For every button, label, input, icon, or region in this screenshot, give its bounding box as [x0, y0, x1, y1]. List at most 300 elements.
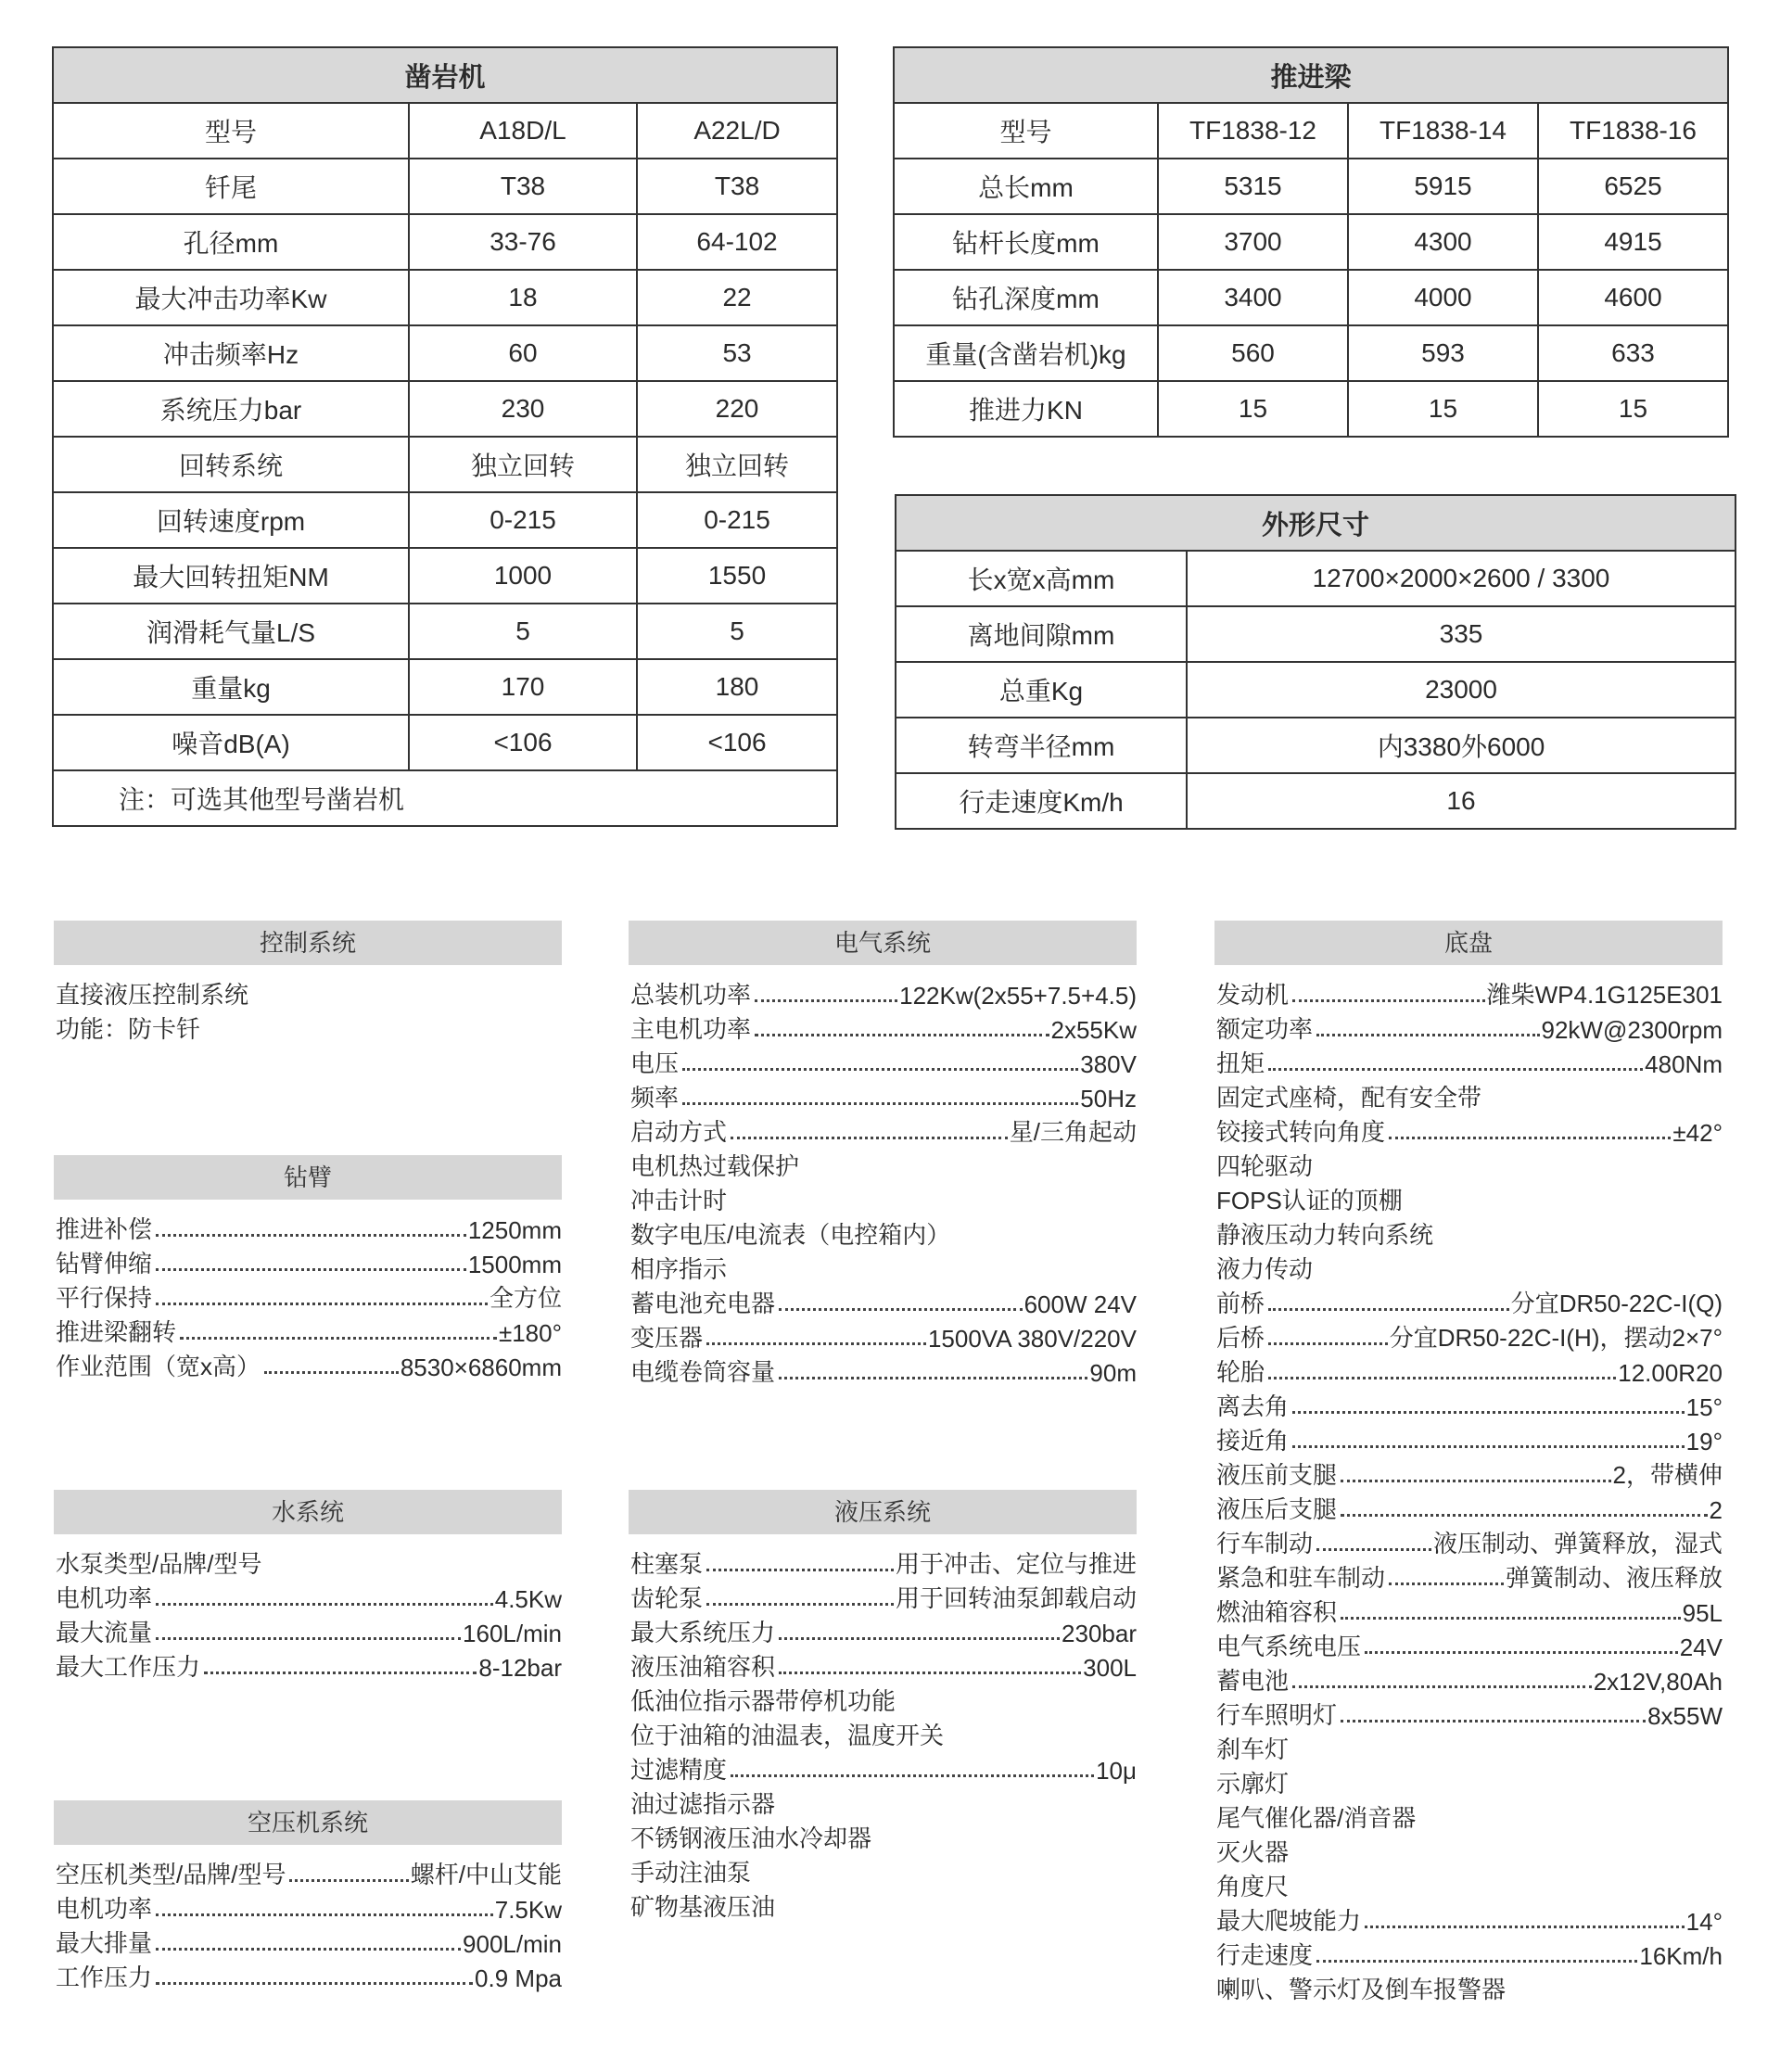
spec-line: [1216, 1937, 1723, 1971]
spec-label: 数字电压/电流表（电控箱内）: [630, 1221, 951, 1249]
spec-value: 480Nm: [1645, 1050, 1723, 1078]
table-cell: 钻杆长度mm: [894, 214, 1158, 270]
spec-line: [56, 1959, 562, 1993]
water-system-header: 水系统: [54, 1490, 562, 1534]
spec-line: [56, 1580, 562, 1614]
spec-label: 最大流量: [56, 1619, 153, 1646]
spec-value: 8530×6860mm: [400, 1354, 562, 1381]
dot-leader: [1268, 1308, 1509, 1311]
boom-list: [54, 1200, 562, 1382]
spec-line: [630, 1545, 1137, 1580]
spec-label: 液压后支腿: [1216, 1495, 1338, 1523]
spec-label: 额定功率: [1216, 1015, 1314, 1043]
spec-line: [1216, 1799, 1723, 1834]
spec-line: [1216, 1868, 1723, 1902]
table-cell: 行走速度Km/h: [896, 773, 1187, 829]
table-cell: TF1838-12: [1158, 103, 1348, 159]
dimensions-title: 外形尺寸: [896, 495, 1736, 551]
table-cell: A22L/D: [637, 103, 837, 159]
dot-leader: [156, 1268, 466, 1271]
spec-label: 刹车灯: [1216, 1735, 1290, 1763]
spec-value: 230bar: [1062, 1620, 1137, 1647]
table-cell: 335: [1187, 606, 1736, 662]
table-cell: 总重Kg: [896, 662, 1187, 718]
spec-label: 手动注油泵: [630, 1859, 752, 1887]
dot-leader: [779, 1637, 1060, 1640]
hydraulic-header: 液压系统: [629, 1490, 1137, 1534]
spec-label: 主电机功率: [630, 1015, 752, 1043]
feed-beam-row: [894, 270, 1728, 325]
spec-label: 矿物基液压油: [630, 1893, 776, 1921]
rock-drill-title-row: [53, 47, 837, 103]
spec-label: 工作压力: [56, 1964, 153, 1991]
spec-line: [1216, 1731, 1723, 1765]
spec-line: [56, 1614, 562, 1648]
spec-label: 后桥: [1216, 1324, 1265, 1352]
spec-label: 铰接式转向角度: [1216, 1118, 1386, 1146]
spec-line: [630, 1011, 1137, 1045]
table-cell: 内3380外6000: [1187, 718, 1736, 773]
spec-label: 电机功率: [56, 1584, 153, 1612]
feed-beam-header-row: [894, 103, 1728, 159]
spec-line: [1216, 1456, 1723, 1491]
table-cell: 1550: [637, 548, 837, 604]
spec-line: [630, 1683, 1137, 1717]
chassis-header: 底盘: [1214, 921, 1723, 965]
table-cell: 4000: [1348, 270, 1538, 325]
table-cell: T38: [637, 159, 837, 214]
spec-line: [630, 1251, 1137, 1285]
table-cell: 0-215: [637, 492, 837, 548]
dot-leader: [156, 1603, 493, 1606]
spec-line: [56, 1648, 562, 1683]
spec-value: 8-12bar: [478, 1654, 562, 1682]
spec-label: 轮胎: [1216, 1358, 1265, 1386]
spec-value: 92kW@2300rpm: [1541, 1016, 1723, 1044]
feed-beam-row: [894, 325, 1728, 381]
dimensions-row: [896, 551, 1736, 606]
table-cell: TF1838-16: [1538, 103, 1728, 159]
spec-line: [1216, 1388, 1723, 1422]
table-cell: 633: [1538, 325, 1728, 381]
spec-label: 推进补偿: [56, 1215, 153, 1243]
table-cell: 560: [1158, 325, 1348, 381]
feed-beam-body: [894, 47, 1728, 437]
rock-drill-row: [53, 548, 837, 604]
spec-label: 过滤精度: [630, 1756, 728, 1784]
spec-line: [1216, 1765, 1723, 1799]
dot-leader: [1341, 1514, 1708, 1517]
table-cell: 33-76: [409, 214, 637, 270]
spec-line: [1216, 1045, 1723, 1079]
spec-label: 电机热过载保护: [630, 1152, 800, 1180]
spec-line: [1216, 1113, 1723, 1148]
spec-label: 发动机: [1216, 981, 1290, 1009]
spec-line: [56, 1545, 562, 1580]
table-cell: <106: [637, 715, 837, 770]
table-cell: 53: [637, 325, 837, 381]
spec-line: [630, 1319, 1137, 1354]
dot-leader: [779, 1672, 1081, 1674]
spec-value: ±42°: [1672, 1119, 1723, 1147]
spec-line: [56, 1348, 562, 1382]
table-cell: 噪音dB(A): [53, 715, 409, 770]
spec-line: [1216, 1834, 1723, 1868]
dot-leader: [731, 1137, 1008, 1139]
spec-label: 冲击计时: [630, 1187, 728, 1214]
spec-label: 液压油箱容积: [630, 1653, 776, 1681]
spec-label: 扭矩: [1216, 1049, 1265, 1077]
spec-label: 液压前支腿: [1216, 1461, 1338, 1489]
table-cell: 5915: [1348, 159, 1538, 214]
spec-line: [1216, 1319, 1723, 1354]
spec-label: 作业范围（宽x高）: [56, 1353, 261, 1380]
table-cell: 22: [637, 270, 837, 325]
dot-leader: [180, 1337, 497, 1340]
table-cell: 型号: [53, 103, 409, 159]
table-cell: 12700×2000×2600 / 3300: [1187, 551, 1736, 606]
spec-label: 液力传动: [1216, 1255, 1314, 1283]
spec-value: 10μ: [1096, 1757, 1137, 1785]
spec-value: 95L: [1682, 1599, 1723, 1627]
spec-line: [630, 1045, 1137, 1079]
spec-line: [630, 1820, 1137, 1854]
spec-value: 全方位: [489, 1284, 562, 1312]
control-system-section: [54, 921, 562, 1045]
table-cell: 15: [1348, 381, 1538, 437]
spec-label: 电缆卷筒容量: [630, 1358, 776, 1386]
spec-value: 122Kw(2x55+7.5+4.5): [899, 982, 1137, 1010]
spec-line: [56, 1314, 562, 1348]
feed-beam-title: 推进梁: [894, 47, 1728, 103]
spec-label: 行车制动: [1216, 1530, 1314, 1557]
spec-value: 用于冲击、定位与推进: [895, 1550, 1137, 1578]
table-cell: 6525: [1538, 159, 1728, 214]
table-cell: 18: [409, 270, 637, 325]
table-cell: 最大冲击功率Kw: [53, 270, 409, 325]
table-cell: 230: [409, 381, 637, 437]
table-cell: 冲击频率Hz: [53, 325, 409, 381]
rock-drill-header-row: [53, 103, 837, 159]
table-cell: 最大回转扭矩NM: [53, 548, 409, 604]
table-cell: 回转系统: [53, 437, 409, 492]
spec-line: [630, 1113, 1137, 1148]
rock-drill-title: 凿岩机: [53, 47, 837, 103]
dot-leader: [1389, 1583, 1504, 1585]
table-cell: 孔径mm: [53, 214, 409, 270]
spec-value: 1500mm: [467, 1251, 562, 1278]
rock-drill-row: [53, 437, 837, 492]
dot-leader: [156, 1913, 493, 1916]
spec-label: 角度尺: [1216, 1873, 1290, 1900]
dot-leader: [204, 1672, 477, 1674]
dot-leader: [682, 1102, 1078, 1105]
spec-label: 示廓灯: [1216, 1770, 1290, 1798]
dimensions-body: [896, 495, 1736, 829]
dot-leader: [1268, 1377, 1616, 1379]
table-cell: 润滑耗气量L/S: [53, 604, 409, 659]
spec-line: [1216, 1011, 1723, 1045]
spec-line: [630, 976, 1137, 1011]
rock-drill-row: [53, 492, 837, 548]
spec-label: 空压机类型/品牌/型号: [56, 1861, 286, 1888]
table-cell: T38: [409, 159, 637, 214]
spec-line: [1216, 1216, 1723, 1251]
table-cell: 型号: [894, 103, 1158, 159]
spec-value: 300L: [1083, 1654, 1137, 1682]
table-cell: 60: [409, 325, 637, 381]
spec-value: 90m: [1089, 1359, 1137, 1387]
spec-line: [630, 1285, 1137, 1319]
spec-line: [1216, 1662, 1723, 1697]
spec-label: 不锈钢液压油水冷却器: [630, 1824, 872, 1852]
spec-label: 低油位指示器带停机功能: [630, 1687, 896, 1715]
dot-leader: [706, 1603, 894, 1606]
dot-leader: [755, 1034, 1049, 1036]
table-cell: 转弯半径mm: [896, 718, 1187, 773]
spec-label: 尾气催化器/消音器: [1216, 1804, 1417, 1832]
spec-value: 星/三角起动: [1009, 1118, 1137, 1146]
dot-leader: [156, 1637, 461, 1640]
spec-value: 7.5Kw: [494, 1896, 562, 1924]
rock-drill-table: [52, 46, 838, 827]
dot-leader: [156, 1303, 488, 1305]
table-cell: 593: [1348, 325, 1538, 381]
spec-line: [56, 1856, 562, 1890]
spec-value: 900L/min: [463, 1930, 562, 1958]
dimensions-table: [895, 494, 1736, 830]
control-system-list: [54, 965, 562, 1045]
spec-label: 静液压动力转向系统: [1216, 1221, 1434, 1249]
table-cell: TF1838-14: [1348, 103, 1538, 159]
spec-label: 功能：防卡钎: [56, 1015, 201, 1043]
feed-beam-row: [894, 214, 1728, 270]
table-cell: 0-215: [409, 492, 637, 548]
spec-label: 位于油箱的油温表，温度开关: [630, 1722, 945, 1749]
dot-leader: [779, 1308, 1023, 1311]
feed-beam-title-row: [894, 47, 1728, 103]
table-cell: 3400: [1158, 270, 1348, 325]
spec-line: [630, 1354, 1137, 1388]
hydraulic-section: [629, 1490, 1137, 1923]
table-cell: 4300: [1348, 214, 1538, 270]
dot-leader: [1292, 1411, 1685, 1414]
table-cell: 23000: [1187, 662, 1736, 718]
table-cell: 钎尾: [53, 159, 409, 214]
spec-value: 2x55Kw: [1050, 1016, 1137, 1044]
table-cell: 回转速度rpm: [53, 492, 409, 548]
spec-line: [630, 1717, 1137, 1751]
spec-value: 14°: [1685, 1908, 1723, 1936]
dot-leader: [779, 1377, 1087, 1379]
compressor-list: [54, 1845, 562, 1993]
table-cell: 独立回转: [409, 437, 637, 492]
spec-line: [1216, 1354, 1723, 1388]
spec-line: [630, 1648, 1137, 1683]
spec-label: 油过滤指示器: [630, 1790, 776, 1818]
dot-leader: [1292, 999, 1485, 1002]
spec-label: 离去角: [1216, 1392, 1290, 1420]
table-cell: 系统压力bar: [53, 381, 409, 437]
table-cell: 独立回转: [637, 437, 837, 492]
dot-leader: [289, 1879, 408, 1882]
spec-label: 接近角: [1216, 1427, 1290, 1455]
spec-line: [630, 1580, 1137, 1614]
table-cell: 5315: [1158, 159, 1348, 214]
spec-label: 电机功率: [56, 1895, 153, 1923]
spec-line: [630, 1854, 1137, 1888]
spec-line: [1216, 1285, 1723, 1319]
table-cell: 15: [1538, 381, 1728, 437]
dimensions-row: [896, 718, 1736, 773]
spec-line: [1216, 1422, 1723, 1456]
spec-line: [1216, 1182, 1723, 1216]
spec-label: 平行保持: [56, 1284, 153, 1312]
spec-line: [1216, 1971, 1723, 2005]
spec-value: 液压制动、弹簧释放，湿式: [1432, 1530, 1723, 1557]
spec-value: 19°: [1685, 1428, 1723, 1455]
spec-label: 最大工作压力: [56, 1653, 201, 1681]
table-cell: 钻孔深度mm: [894, 270, 1158, 325]
spec-line: [630, 1216, 1137, 1251]
spec-value: 分宜DR50-22C-I(Q): [1510, 1290, 1723, 1317]
rock-drill-row: [53, 159, 837, 214]
rock-drill-row: [53, 715, 837, 770]
spec-value: ±180°: [498, 1319, 562, 1347]
spec-value: 用于回转油泵卸载启动: [895, 1584, 1137, 1612]
spec-value: 4.5Kw: [494, 1585, 562, 1613]
dimensions-row: [896, 773, 1736, 829]
table-cell: <106: [409, 715, 637, 770]
spec-line: [630, 1751, 1137, 1786]
dimensions-row: [896, 606, 1736, 662]
electrical-list: [629, 965, 1137, 1388]
spec-line: [630, 1079, 1137, 1113]
spec-value: 潍柴WP4.1G125E301: [1486, 981, 1723, 1009]
boom-section: [54, 1155, 562, 1382]
feed-beam-table: [893, 46, 1729, 438]
table-cell: 15: [1158, 381, 1348, 437]
spec-line: [1216, 1902, 1723, 1937]
spec-label: 齿轮泵: [630, 1584, 704, 1612]
dot-leader: [1316, 1960, 1637, 1963]
control-system-header: 控制系统: [54, 921, 562, 965]
dot-leader: [1316, 1034, 1540, 1036]
spec-label: 电压: [630, 1049, 680, 1077]
spec-value: 15°: [1685, 1393, 1723, 1421]
spec-value: 1500VA 380V/220V: [927, 1325, 1137, 1353]
spec-value: 24V: [1679, 1633, 1723, 1661]
spec-value: 1250mm: [467, 1216, 562, 1244]
spec-label: 钻臂伸缩: [56, 1250, 153, 1278]
table-cell: 长x宽x高mm: [896, 551, 1187, 606]
table-cell: 180: [637, 659, 837, 715]
spec-label: 最大系统压力: [630, 1619, 776, 1646]
spec-label: 灭火器: [1216, 1838, 1290, 1866]
spec-value: 50Hz: [1080, 1085, 1137, 1112]
dot-leader: [682, 1068, 1078, 1071]
water-system-section: [54, 1490, 562, 1683]
table-cell: 注：可选其他型号凿岩机: [53, 770, 837, 826]
spec-label: 固定式座椅，配有安全带: [1216, 1084, 1482, 1112]
table-cell: 推进力KN: [894, 381, 1158, 437]
dot-leader: [156, 1948, 461, 1951]
dot-leader: [706, 1569, 894, 1571]
spec-value: 分宜DR50-22C-I(H)，摆动2×7°: [1389, 1324, 1723, 1352]
spec-value: 12.00R20: [1618, 1359, 1723, 1387]
dot-leader: [1341, 1480, 1611, 1482]
dot-leader: [731, 1774, 1094, 1777]
spec-value: 弹簧制动、液压释放: [1505, 1564, 1723, 1592]
dot-leader: [1292, 1445, 1685, 1448]
rock-drill-row: [53, 381, 837, 437]
spec-value: 2，带横伸: [1612, 1461, 1723, 1489]
spec-line: [1216, 1251, 1723, 1285]
spec-label: 紧急和驻车制动: [1216, 1564, 1386, 1592]
dimensions-row: [896, 662, 1736, 718]
spec-line: [56, 1011, 562, 1045]
spec-line: [630, 1148, 1137, 1182]
spec-line: [1216, 1491, 1723, 1525]
chassis-section: [1214, 921, 1723, 2005]
dot-leader: [264, 1371, 399, 1374]
dot-leader: [1316, 1548, 1431, 1551]
spec-line: [56, 1925, 562, 1959]
spec-value: 380V: [1080, 1050, 1137, 1078]
spec-label: FOPS认证的顶棚: [1216, 1187, 1403, 1214]
spec-line: [1216, 1559, 1723, 1594]
dot-leader: [1389, 1137, 1671, 1139]
spec-value: 160L/min: [463, 1620, 562, 1647]
table-cell: 5: [637, 604, 837, 659]
spec-label: 变压器: [630, 1324, 704, 1352]
rock-drill-row: [53, 659, 837, 715]
spec-value: 2: [1709, 1496, 1723, 1524]
spec-value: 2x12V,80Ah: [1593, 1668, 1723, 1696]
chassis-list: [1214, 965, 1723, 2005]
spec-line: [1216, 976, 1723, 1011]
compressor-section: [54, 1800, 562, 1993]
compressor-header: 空压机系统: [54, 1800, 562, 1845]
boom-header: 钻臂: [54, 1155, 562, 1200]
dot-leader: [1365, 1651, 1678, 1654]
rock-drill-row: [53, 604, 837, 659]
water-system-list: [54, 1534, 562, 1683]
dot-leader: [706, 1342, 926, 1345]
spec-label: 启动方式: [630, 1118, 728, 1146]
spec-label: 相序指示: [630, 1255, 728, 1283]
spec-label: 电气系统电压: [1216, 1633, 1362, 1660]
spec-label: 推进梁翻转: [56, 1318, 177, 1346]
spec-label: 前桥: [1216, 1290, 1265, 1317]
rock-drill-note-row: [53, 770, 837, 826]
spec-line: [630, 1614, 1137, 1648]
dot-leader: [1268, 1068, 1643, 1071]
table-cell: 3700: [1158, 214, 1348, 270]
hydraulic-list: [629, 1534, 1137, 1923]
spec-label: 蓄电池充电器: [630, 1290, 776, 1317]
table-cell: A18D/L: [409, 103, 637, 159]
dot-leader: [1341, 1617, 1681, 1620]
table-cell: 220: [637, 381, 837, 437]
spec-line: [56, 1211, 562, 1245]
rock-drill-row: [53, 214, 837, 270]
table-cell: 总长mm: [894, 159, 1158, 214]
spec-line: [1216, 1525, 1723, 1559]
dot-leader: [1365, 1926, 1685, 1928]
spec-line: [630, 1786, 1137, 1820]
dot-leader: [755, 999, 897, 1002]
